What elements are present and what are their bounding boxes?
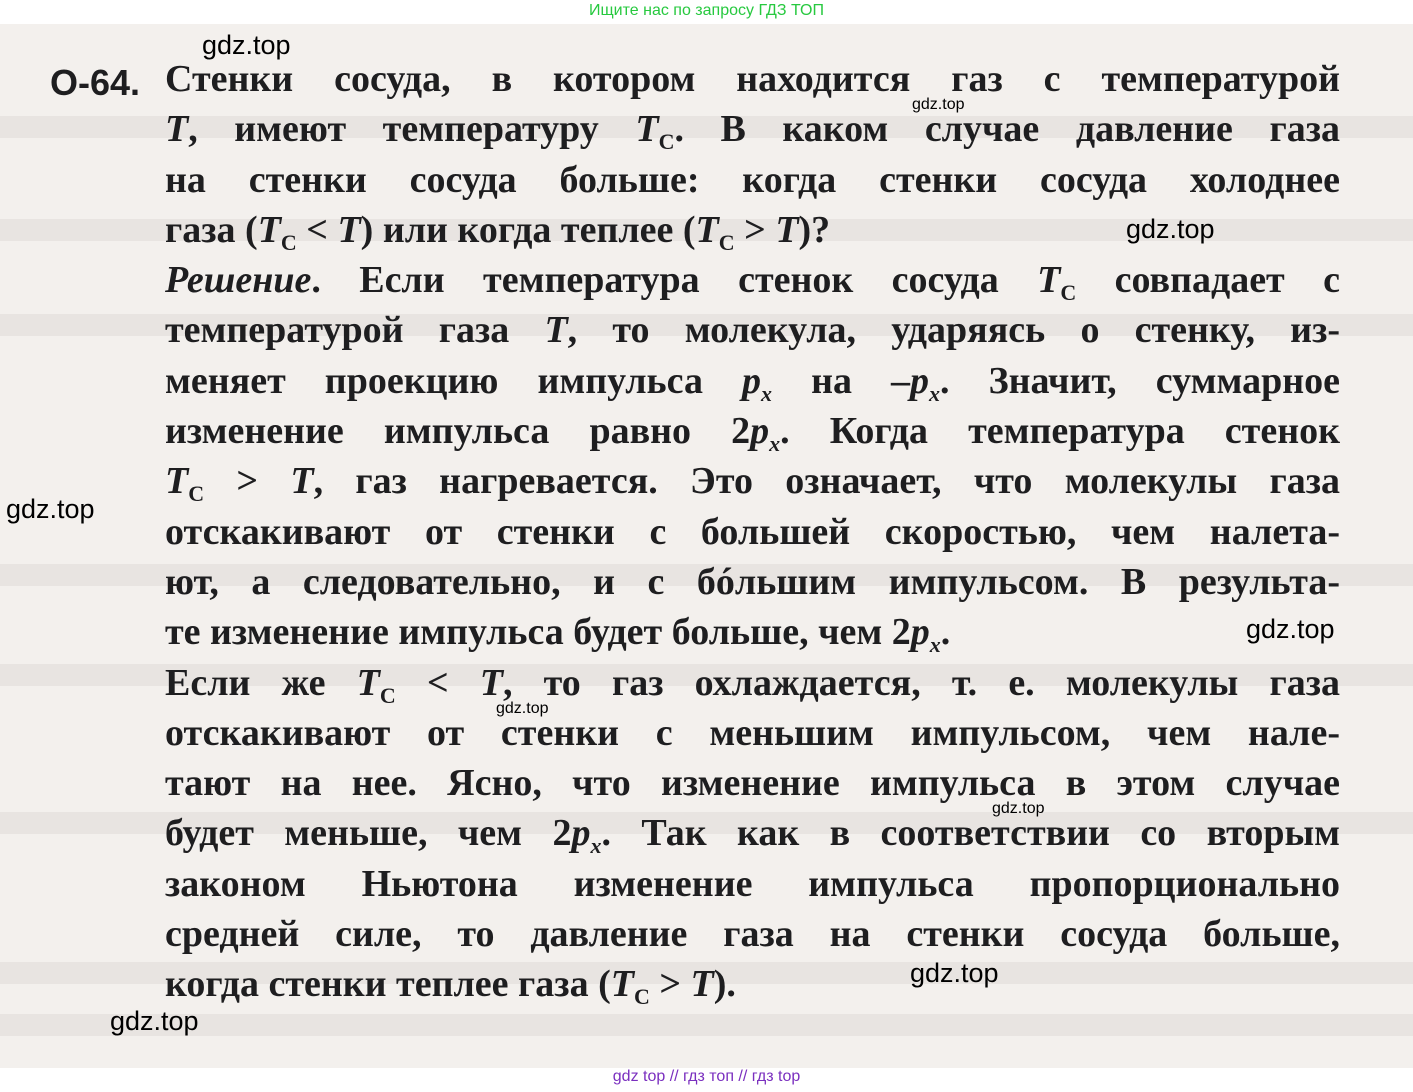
- text-line: температурой газа T, то молекула, ударяясь о стенку, из-: [165, 309, 1340, 351]
- watermark: gdz.top: [202, 30, 291, 60]
- watermark: gdz.top: [992, 800, 1045, 817]
- text-line: Если же $T_C < T$, то газ охлаждается, т. е. молекулы газа: [165, 662, 1340, 708]
- watermark: gdz.top: [1126, 214, 1215, 244]
- watermark: gdz.top: [496, 700, 549, 717]
- text-line: отскакивают от стенки с меньшим импульсом, чем нале-: [165, 712, 1340, 754]
- watermark: gdz.top: [910, 958, 999, 988]
- text-line: $T_C > T$, газ нагревается. Это означает, что молекулы газа: [165, 460, 1340, 506]
- text-line: меняет проекцию импульса $p_x$ на $-p_x$. Значит, суммарное: [165, 360, 1340, 406]
- text-line: T, имеют температуру $T_C$. В каком случае давление газа: [165, 108, 1340, 154]
- text-line: будет меньше, чем $2p_x$. Так как в соответствии со вторым: [165, 812, 1341, 858]
- problem-number: О-64.: [50, 62, 141, 103]
- text-line: когда стенки теплее газа $(T_C > T)$.: [165, 963, 736, 1009]
- text-line: изменение импульса равно $2p_x$. Когда температура стенок: [165, 410, 1340, 456]
- text-line: отскакивают от стенки с большей скоростью, чем налета-: [165, 511, 1340, 553]
- text-line: ют, а следовательно, и с бóльшим импульсом. В результа-: [165, 561, 1340, 603]
- text-line: на стенки сосуда больше: когда стенки сосуда холоднее: [165, 159, 1340, 201]
- solution-label: Решение: [165, 259, 312, 301]
- text-line: Стенки сосуда, в котором находится газ с температурой: [165, 58, 1340, 100]
- watermark: gdz.top: [110, 1006, 199, 1036]
- text-line: средней силе, то давление газа на стенки сосуда больше,: [165, 913, 1340, 955]
- text-line: законом Ньютона изменение импульса пропорционально: [165, 863, 1340, 905]
- watermark: gdz.top: [1246, 614, 1335, 644]
- bleed-through: [0, 1014, 1413, 1036]
- text-line: газа $(T_C < T)$ или когда теплее $(T_C > T)$?: [165, 209, 831, 255]
- text-line: тают на нее. Ясно, что изменение импульса в этом случае: [165, 762, 1340, 804]
- watermark: gdz.top: [912, 96, 965, 113]
- text-line: Решение. Если температура стенок сосуда $T_C$ совпадает с: [165, 259, 1340, 305]
- text-line: те изменение импульса будет больше, чем $2p_x$.: [165, 611, 951, 657]
- watermark: gdz.top: [6, 494, 95, 524]
- footer-banner: gdz top // гдз топ // гдз top: [612, 1068, 801, 1085]
- top-banner: Ищите нас по запросу ГДЗ ТОП: [589, 2, 824, 19]
